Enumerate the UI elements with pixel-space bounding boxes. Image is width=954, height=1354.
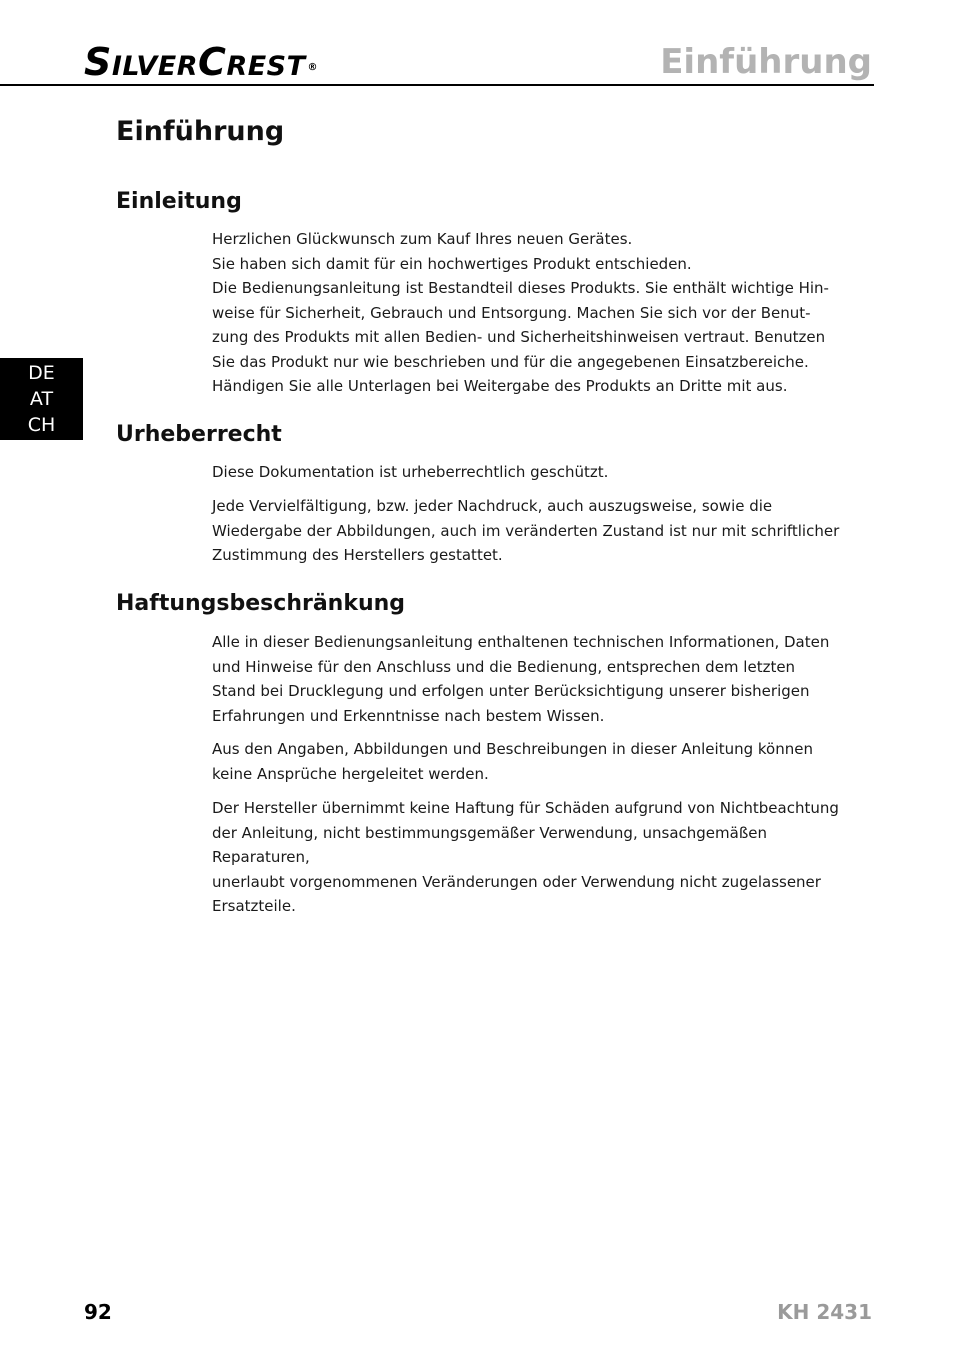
language-ch: CH (27, 414, 56, 436)
section-heading-einleitung: Einleitung (116, 189, 242, 214)
chapter-title: Einführung (660, 42, 872, 82)
language-at: AT (29, 388, 54, 410)
text-line: der Anleitung, nicht bestimmungsgemäßer Verwendung, unsachgemäßen Reparaturen, (212, 823, 767, 866)
text-line: Ersatzteile. (212, 897, 296, 915)
registered-mark: ® (307, 62, 319, 73)
section-body-haftung-1 (212, 630, 852, 728)
text-line: Stand bei Drucklegung und erfolgen unter Berücksichtigung unserer bisherigen (212, 682, 810, 700)
text-line: Sie das Produkt nur wie beschrieben und für die angegebenen Einsatzbereiche. (212, 352, 809, 371)
page-number: 92 (84, 1300, 112, 1324)
page-title: Einführung (116, 116, 285, 147)
text-line: keine Ansprüche hergeleitet werden. (212, 764, 489, 783)
text-line: unerlaubt vorgenommenen Veränderungen oder Verwendung nicht zugelassener (212, 872, 821, 891)
text-line: Wiedergabe der Abbildungen, auch im veränderten Zustand ist nur mit schriftlicher (212, 521, 840, 540)
text-line: Herzlichen Glückwunsch zum Kauf Ihres neuen Gerätes. (212, 230, 633, 248)
section-body-einleitung (212, 227, 852, 399)
text-line: Alle in dieser Bedienungsanleitung enthaltenen technischen Informationen, Daten (212, 633, 830, 651)
language-de: DE (28, 362, 55, 384)
text-line: Erfahrungen und Erkenntnisse nach bestem Wissen. (212, 706, 605, 725)
text-line: Aus den Angaben, Abbildungen und Beschreibungen in dieser Anleitung können (212, 740, 813, 758)
text-line: Die Bedienungsanleitung ist Bestandteil dieses Produkts. Sie enthält wichtige Hin- (212, 279, 829, 297)
section-heading-haftungsbeschraenkung: Haftungsbeschränkung (116, 591, 406, 616)
text-line: weise für Sicherheit, Gebrauch und Entsorgung. Machen Sie sich vor der Benut- (212, 303, 811, 322)
model-number: KH 2431 (777, 1300, 872, 1324)
section-body-urheberrecht-2 (212, 494, 852, 568)
header-divider (0, 84, 874, 86)
text-line: und Hinweise für den Anschluss und die Bedienung, entsprechen dem letzten (212, 657, 796, 676)
text-line: Zustimmung des Herstellers gestattet. (212, 546, 503, 564)
text-line: Jede Vervielfältigung, bzw. jeder Nachdruck, auch auszugsweise, sowie die (212, 497, 773, 515)
brand-logo: SILVERCREST ® (84, 40, 319, 84)
text-line: Händigen Sie alle Unterlagen bei Weitergabe des Produkts an Dritte mit aus. (212, 377, 788, 395)
text-line: zung des Produkts mit allen Bedien- und Sicherheitshinweisen vertraut. Benutzen (212, 328, 826, 346)
text-line: Sie haben sich damit für ein hochwertiges Produkt entschieden. (212, 254, 692, 273)
section-body-haftung-3 (212, 796, 852, 919)
language-tab (0, 358, 83, 440)
text-line: Der Hersteller übernimmt keine Haftung für Schäden aufgrund von Nichtbeachtung (212, 799, 839, 817)
section-heading-urheberrecht: Urheberrecht (116, 422, 282, 447)
section-body-urheberrecht (212, 460, 852, 485)
text-line: Diese Dokumentation ist urheberrechtlich geschützt. (212, 463, 609, 481)
section-body-haftung-2 (212, 737, 852, 786)
